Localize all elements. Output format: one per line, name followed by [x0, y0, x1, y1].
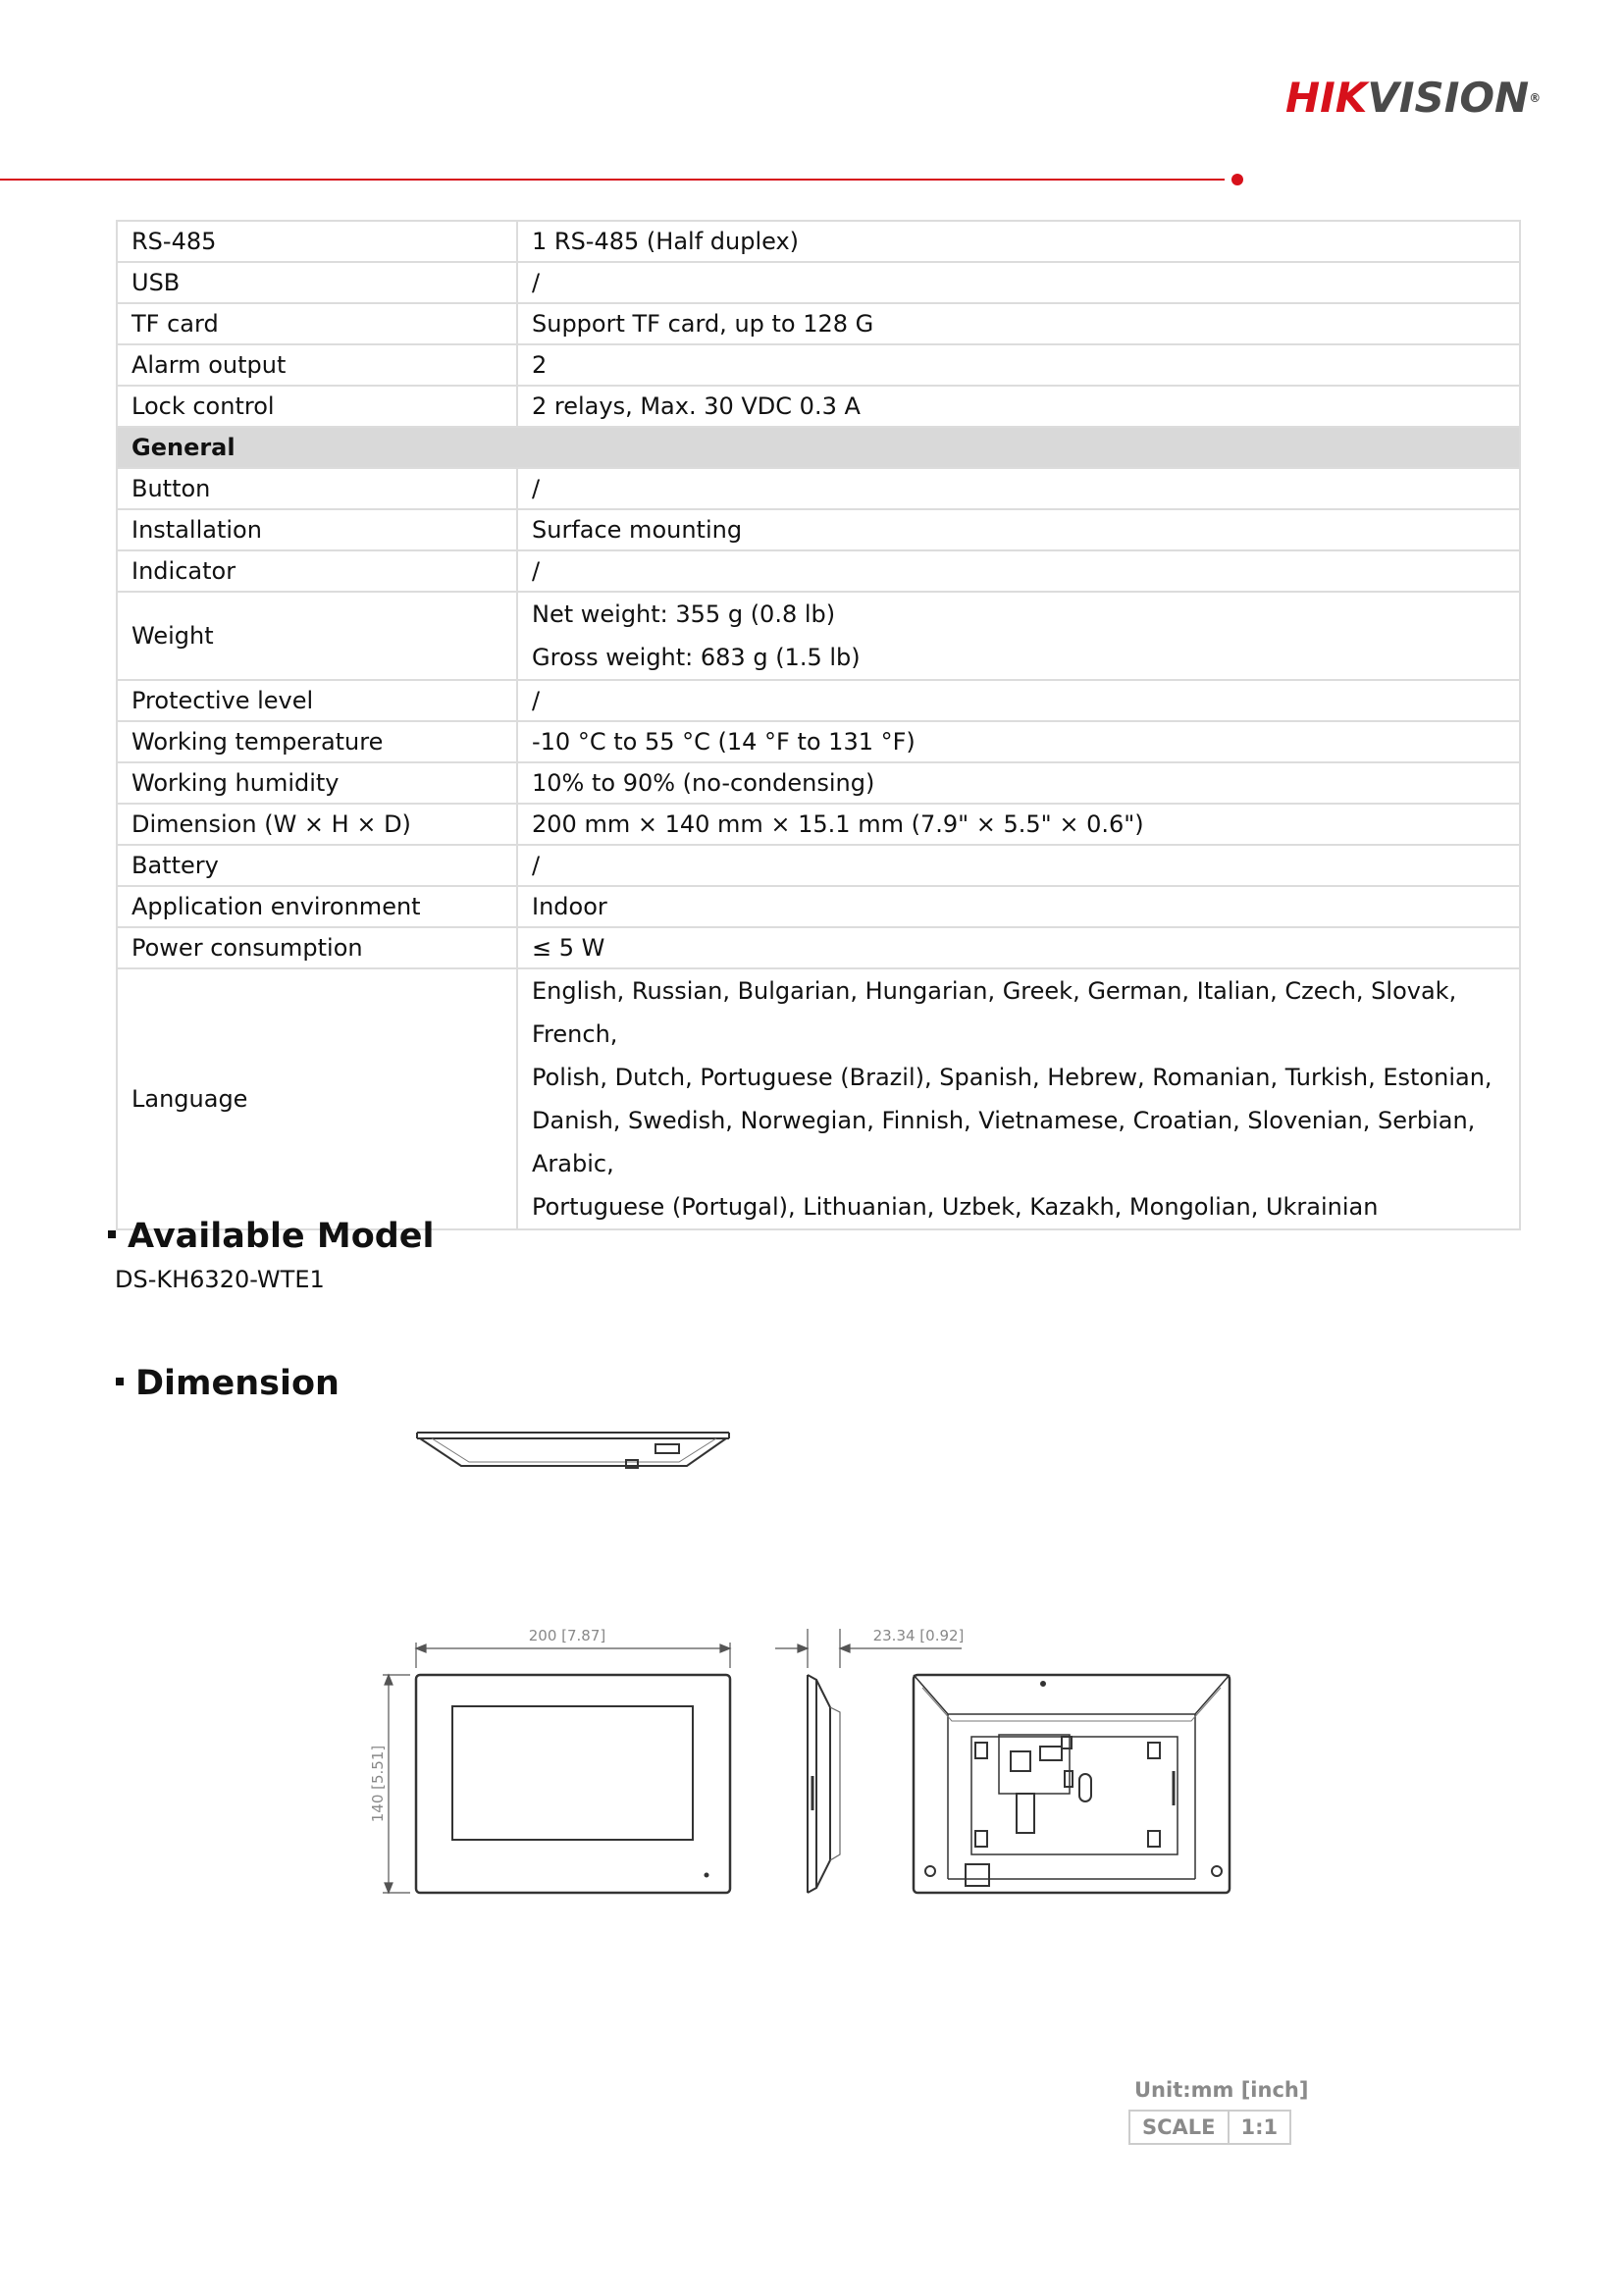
spec-value-line: ≤ 5 W	[532, 934, 605, 962]
scale-box	[1128, 2078, 1308, 2145]
spec-value-line: 10% to 90% (no-condensing)	[532, 769, 875, 797]
spec-label: RS-485	[117, 221, 517, 262]
spec-label: Indicator	[117, 550, 517, 592]
spec-section-title: General	[117, 427, 1520, 468]
spec-label: Lock control	[117, 386, 517, 427]
depth-dimension-label: 23.34 [0.92]	[872, 1627, 965, 1644]
scale-label: SCALE	[1129, 2111, 1229, 2144]
rear-view-drawing	[914, 1675, 1230, 1893]
height-dimension-line	[383, 1675, 410, 1893]
logo-part-vision: VISION	[1367, 74, 1530, 122]
spec-value-line: English, Russian, Bulgarian, Hungarian, Greek, German, Italian, Czech, Slovak, French,	[532, 977, 1457, 1048]
spec-value-line: /	[532, 475, 541, 502]
spec-label: Language	[117, 968, 517, 1229]
spec-label: USB	[117, 262, 517, 303]
spec-value-line: /	[532, 557, 541, 585]
spec-label: Weight	[117, 592, 517, 680]
spec-value-line: 2 relays, Max. 30 VDC 0.3 A	[532, 392, 861, 420]
spec-value-line: Support TF card, up to 128 G	[532, 310, 874, 338]
front-view-drawing	[416, 1675, 730, 1893]
spec-label: Application environment	[117, 886, 517, 927]
spec-value-line: 2	[532, 351, 548, 379]
available-model-heading-text: Available Model	[128, 1217, 435, 1256]
spec-value-line: Polish, Dutch, Portuguese (Brazil), Spanish, Hebrew, Romanian, Turkish, Estonian,	[532, 1064, 1492, 1091]
unit-label: Unit:mm [inch]	[1134, 2078, 1309, 2102]
spec-value-line: /	[532, 269, 541, 296]
spec-label: Battery	[117, 845, 517, 886]
model-number: DS-KH6320-WTE1	[115, 1266, 325, 1293]
spec-label: TF card	[117, 303, 517, 344]
top-view-drawing	[417, 1433, 729, 1468]
spec-label: Button	[117, 468, 517, 509]
spec-value-line: 200 mm × 140 mm × 15.1 mm (7.9" × 5.5" × 0.6")	[532, 810, 1144, 838]
scale-value: 1:1	[1229, 2111, 1291, 2144]
spec-label: Dimension (W × H × D)	[117, 804, 517, 845]
spec-value-line: Danish, Swedish, Norwegian, Finnish, Vietnamese, Croatian, Slovenian, Serbian, Arabic,	[532, 1107, 1476, 1177]
spec-label: Alarm output	[117, 344, 517, 386]
spec-label: Working humidity	[117, 762, 517, 804]
spec-value-line: 1 RS-485 (Half duplex)	[532, 228, 800, 255]
scale-table	[1128, 2110, 1291, 2145]
logo-registered-mark: ®	[1529, 91, 1542, 105]
width-dimension-label: 200 [7.87]	[528, 1627, 606, 1644]
spec-value-line: Portuguese (Portugal), Lithuanian, Uzbek, Kazakh, Mongolian, Ukrainian	[532, 1193, 1379, 1221]
spec-value-line: /	[532, 687, 541, 714]
logo-part-hik: HIK	[1285, 74, 1368, 122]
spec-value-line: Gross weight: 683 g (1.5 lb)	[532, 644, 861, 671]
spec-label: Power consumption	[117, 927, 517, 968]
spec-label: Working temperature	[117, 721, 517, 762]
spec-value-line: /	[532, 852, 541, 879]
side-view-drawing	[808, 1675, 840, 1893]
height-dimension-label: 140 [5.51]	[369, 1745, 387, 1823]
spec-label: Protective level	[117, 680, 517, 721]
spec-value-line: -10 °C to 55 °C (14 °F to 131 °F)	[532, 728, 916, 756]
spec-value-line: Net weight: 355 g (0.8 lb)	[532, 600, 836, 628]
dimension-heading-text: Dimension	[135, 1364, 340, 1403]
spec-label: Installation	[117, 509, 517, 550]
spec-value-line: Surface mounting	[532, 516, 743, 544]
width-dimension-line	[416, 1643, 730, 1668]
spec-value-line: Indoor	[532, 893, 607, 920]
